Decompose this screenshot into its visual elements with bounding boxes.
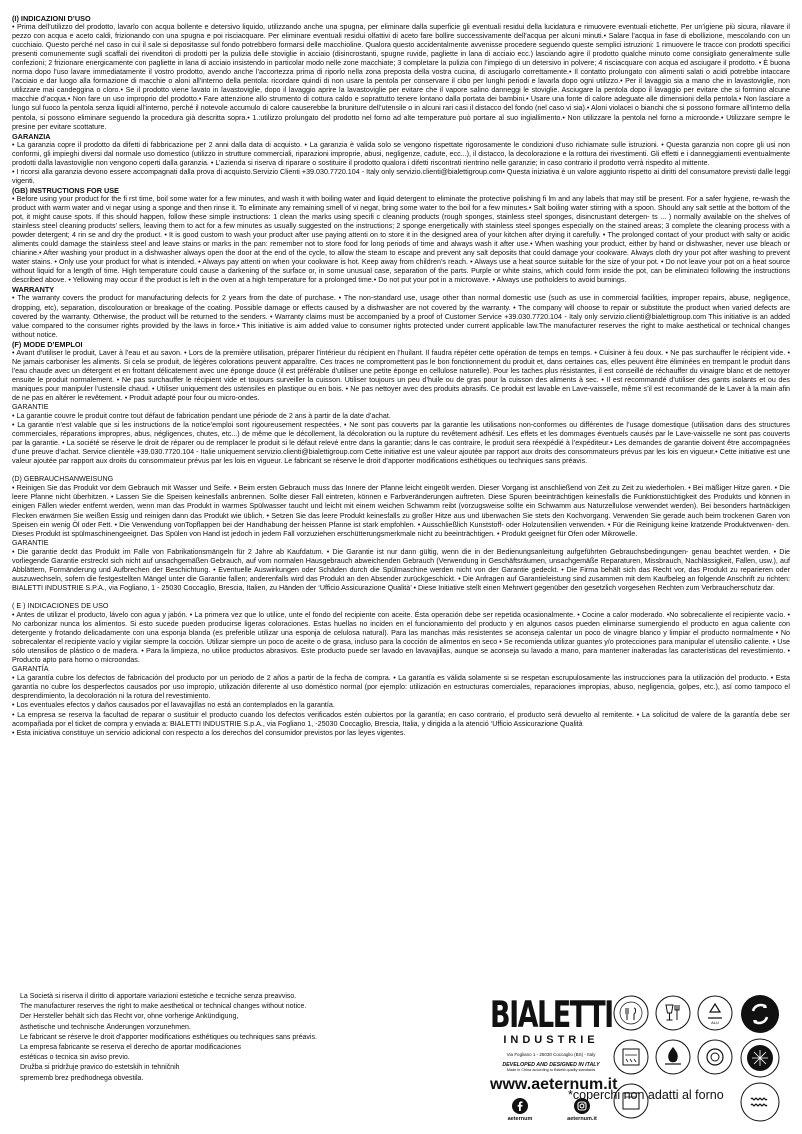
warranty-text: • La garantie couvre le produit contre tout défaut de fabrication pendant une période de 2 ans à partir de la date d’achat.	[12, 412, 391, 421]
website-link[interactable]: www.aeternum.it	[490, 1076, 618, 1093]
warranty-text: • The warranty covers the product for manufacturing defects for 2 years from the date of purchase. • The non-standard use, usage other than normal domestic use (such as use in commercial facilities, improper repairs, abuse, negligence, dropping, etc), separation, discolouration or breakage of the coating. Possible damage or effects caused by a dishwasher are not covered by the warranty. • The company will choose to repair or substitute the product when varied defects are covered by the warranty. Otherwise, the product will be returned to the senders. • Warranty claims must be accompanied by a proof of Customer Service +39.030.7720.104 - Italy only servizio.clienti@bialettigroup.com This initiative is an added value compared to the consumer rights provided by the laws in force.• This initiative is aim added value to consumer rights protected under current applicable law.The manufacturer reserves the right to make aesthetical or technical changes without notice.	[12, 294, 790, 339]
warranty-title-gb: WARRANTY	[12, 285, 55, 295]
induction-coil-icon	[740, 1082, 780, 1122]
instruction-sheet	[12, 14, 790, 738]
logo-subtitle: INDUSTRIE	[503, 1034, 599, 1046]
oven-lid-note: *coperchi non adatti al forno	[568, 1088, 724, 1102]
disclaimer-line: La empresa fabricante se reserva el derecho de aportar modificaciones	[20, 1044, 242, 1052]
section-title-de: (D) GEBRAUCHSANWEISUNG	[12, 475, 114, 484]
section-title-gb: (GB) INSTRUCTIONS FOR USE	[12, 185, 120, 195]
warranty-title-de: GARANTIE	[12, 538, 49, 547]
induction-icon	[740, 1038, 780, 1078]
section-body-de: • Reinigen Sie das Produkt vor dem Gebrauch mit Wasser und Seife. • Beim ersten Gebrauch muss das Innere der Pfanne leicht eingeölt werden. Dieser Vorgang ist anschließend von Zeit zu Zeit zu wiederholen. • Bei mäßiger Hitze garen. • Die leere Pfanne nicht überhitzen. • Lassen Sie die Speisen keinesfalls anbrennen. Sollte dieser Fall eintreten, können e Farbveränderungen auftreten. Diese Spuren beeinträchtigen keinesfalls die Funktionstüchtigkeit des Produkts und können in einigen Fällen wieder entfernt werden, wenn man das Produkt in warmes Spülwasser taucht und leicht mit einem weichen Schwamm reibt (vorzugsweise sollte ein Schwamm aus Naturzellulose verwendet werden). Bei besonders hartnäckigen Flecken erwärmen Sie weißen Essig und reinigen dann das Produkt wie üblich. • Setzen Sie das leere Produkt keinesfalls zu großer Hitze aus und überwachen Sie stets den Kochvorgang. Verwenden Sie gerade auch beim trockenen Garen von Speisen ein wenig Öl oder Fett. • Die Verwendung vonTopflappen bei der Handhabung der heissen Pfanne ist stark empfohlen. • Ausschließlich Kunststoff- oder Holzutensilien verwenden. • Für die Reinigung keine kratzende Produktverwen- den. Dieses Produkt ist spülmaschinengeeignet. Das Spülen von Hand ist jedoch in jedem Fall vorzuziehen erschütterungsmerkmale nicht zu beeinträchtigen. • Produkt geeignet für Ofen oder Mikrowelle.	[12, 484, 790, 538]
gas-icon	[654, 1038, 692, 1076]
section-title-es: ( E ) INDICACIONES DE USO	[12, 601, 109, 610]
warranty-text: • La garantía cubre los defectos de fabricación del producto por un periodo de 2 años a partir de la fecha de compra. • La garantía es válida solamente si se respetan escrupulosamente las instrucciones para la utilización del producto. • Esta garantía no cubre los desperfectos causados por uso impropio, utilización diferente al uso doméstico normal (por ejemplo: utilización en estructuras comerciales, reparaciones impropias, abuso, negligencia, golpes, etc.), así como tampoco el desprendimiento, la decoloración ni la rotura del revestimiento.	[12, 674, 790, 701]
disclaimer-line: Le fabricant se réserve le droit d’apporter modifications esthétiques ou techniques sans préavis.	[20, 1033, 317, 1041]
bialetti-logo: BIALETTI	[490, 994, 613, 1037]
warranty-title-fr: GARANTIE	[12, 403, 49, 412]
svg-text:ALU: ALU	[711, 1020, 719, 1025]
warranty-text: • Esta iniciativa constituye un servicio adicional con respecto a los derechos del consumidor previstos por las leyes vigentes.	[12, 728, 406, 737]
recycle-arrows-icon	[740, 994, 780, 1034]
disclaimer-line: La Società si riserva il diritto di apportare variazioni estetiche e tecniche senza preavviso.	[20, 993, 297, 1000]
recyclable-icon	[696, 994, 734, 1032]
warranty-text: • La garantie n’est valable que si les instructions de la notice’emploi sont rigoureusement respectées. • Ne sont pas couverts par la garantie les utilisations non-conformes ou différentes de l’usage domestique (utilisation dans des structures commerciales, réparations impropres, abus, négligences, chutes, etc...) de même que le décollement, la décoloration ou la rupture du revêtement adhésif. Les effets et les dommages éventuels causés par le Lave-vaisselle ne sont pas couverts par la garantie. • La société se réserve le droit de réparer ou de remplacer le produit si le défaut relevé entre dans la garantie; dans le cas contraire, le produit sera réexpédié à l’expéditeur.• Les demandes de garantie doivent être accompagnées d’une preuve d’achat. Service clientèle +39.030.7720.104 - Italie uniquement servizio.clienti@bialettigroup.com Cette initiative est une valeur ajoutée par rapport aux droits des consommateurs prévus par les lois en vigueur.• Cette initiative est une valeur ajoutée par rapport aux droits du consommateur prévus par les lois en vigueur. Le fabricant se réserve le droit d’apporter modifications esthétiques ou techniques sans préavis.	[12, 421, 790, 466]
food-contact-badge-icon	[612, 994, 650, 1032]
disclaimer-line: ästhetische und technische Änderungen vorzunehmen.	[20, 1023, 191, 1031]
developed-in-italy: DEVELOPED AND DESIGNED IN ITALY	[502, 1062, 600, 1068]
section-title-fr: (F) MODE D’EMPLOI	[12, 339, 83, 349]
section-title-it: (I) INDICAZIONI D’USO	[12, 14, 91, 23]
instagram-handle: aeternum.it	[567, 1116, 597, 1122]
disclaimers	[20, 992, 350, 1084]
section-body-gb: • Before using your product for the fi rst time, boil some water for a few minutes, and wash it with boiling water and liquid detergent to eliminate the protective polishing fi lm and any labels that may still be present. For a safer hygiene, re-wash the product with warm water and vi negar using a sponge and then rinse it. To eliminate any remaining smell of vi negar, bring some water to the boil for a few minutes.• Salt boiling water stirring with a spoon. Should any salt settle at the bottom of the pot, it might cause spots. If this should happen, follow these simple instructions: 1 clean the marks using specifi c cleaning products (rough sponges, stainless steel sponges, disincrustant detergen- ts ... ) normally available on the shelves of stainless steel cleaning products’ sellers, leaving them to act for a few minutes as usually suggested on the instructions; 2 sponge energetically with stainless steel sponges especially on the stained areas; 3 complete the cleaning process with a powder detergent; 4 rin se and dry the product. • It is good custom to wash your product after use paying attenti on to store it in the designed area of your kitchen after drying it carefully. • The prolonged contact of your product with salty or acidic aliments could damage the stainless steel and leave stains or marks in the pan: remember not to store food for long periods of time and always wash it after use.• When washing your product, either by hand or dishwasher, never use bleach or chiarine.• After washing your product in a dishwasher always open the door at the end of the cycle, to allow the steam to escape and prevent any salt deposits that could damage your cookware. Always cloth dry your pot after washing to prevent water stains. • Only use your product for what is intended. • Always pay attenti on when your cookware is hot. Keep away from children’s reach. • Always use a heat source suitable for the size of your pot. • Do not leave your pot on a heat source without liquid for a length of time. High temperature could cause a darkening of the surface or, in some unusual case, separation of the parts. Purple or white stains, which could form inside the pot, can be eliminateci following the instructions described above. • Yellowing may occur if the product is left in the oven at a high temperature for a prolonged time.• Do not put your pot in a microwave. • Always use potholders to avoid burnings.	[12, 194, 790, 285]
brand-block	[490, 992, 618, 1122]
warranty-text: • Die garantie deckt das Produkt im Falle von Fabrikationsmängeln für 2 Jahre ab Kaufdatum. • Die Garantie ist nur dann gültig, wenn die in der Bedienungsanleitung aufgeführten Gebrauchsbedingungen- genau beachtet werden. • Die vorliegende Garantie erstreckt sich nicht auf unsachgemäßen Gebrauch, auf vom normalen Hausgebrauch abweichenden Gebrauch (Verwendung in Geschäftsräumen, unsachgemäße Reparaturen, Missbrauch, Nachlässigkeit, Fallen, usw.), auf Abblättern, Formänderung und Aufbrechen der Beschichtung. • Eventuelle Auswirkungen oder Schäden durch die Spülmaschine werden nicht von der Garantie gedeckt. • Die Firma behält sich das Recht vor, das Produkt zu reparieren oder auszuwechseln, sofern die festgestellten Mängel unter die Garantie fallen; anderenfalls wird das Produkt an den Absender zurückgeschickt. • Die Anfragen auf Garantieleistung sind zusammen mit dem Kaufbeleg an folgende Anschrift zu richten: BIALETTI INDUSTRIE S.P.A., via Fogliano, 1 - 25030 Coccaglio, Brescia, Italien, zu Händen der ‘Ufficio Assicurazione Qualità’ • Diese Initiative stellt einen Mehrwert gegenüber den gesetzlich vorgesehen Rechten zum Verbraucherschutz dar.	[12, 547, 790, 592]
warranty-text: • La garanzia copre il prodotto da difetti di fabbricazione per 2 anni dalla data di acquisto. • La garanzia è valida solo se vengono rispettate rigorosamente le condizioni d’uso richiamate sulle istruzioni. • Questa garanzia non copre gli usi non conformi, gli impieghi diversi dal normale uso domestico (utilizzo in strutture commerciali, riparazioni improprie, abusi, negligenze, cadute, ecc...), il distacco, la decolorazione e la rottura dei rivestimenti. Gli effetti e i danneggiamenti eventualmente prodotti dalla lavastoviglie non vengono coperti dalla garanzia. • L’azienda si riserva di riparare o sostituire il prodotto qualora i difetti riscontrati rientrino nelle garanzie; in caso contrario il prodotto verrà rispedito al mittente.	[12, 140, 790, 167]
company-address: Via Fogliano 1 - 25030 Coccaglio (BS) - Italy	[506, 1052, 596, 1057]
section-body-fr: • Avant d’utiliser le produit, Laver à l’eau et au savon. • Lors de la première utilisation, préparer l’intérieur du récipient en l’huilant. Il faudra répéter cette opération de temps en temps. • Cuisiner à feu doux. • Ne pas surchauffer le récipient vide. • Ne jamais carboniser les aliments. Si cela se produit, de légères colorations peuvent apparaître. Ces traces ne compromettent pas le bon fonctionnement du produit et, dans certaines cas, elles peuvent être éliminées en trempant le produit dans l’eau chaude avec un détergent et en frottant délicatement avec une éponge douce (il est préférable d’utiliser une petite éponge en cellulose naturelle). Pour les taches plus résistantes, il est conseillé de réchauffer du vinaigre blanc et de nettoyer ensuite le produit normalement. • Ne pas surchauffer le récipient vide et toujours surveiller la cuisson. Utiliser toujours un peu d’huile ou de gras pour la cuisson des aliments à sec. • Il est recommandé d’utiliser des gants isolants et ou des maniques pour manipuler l’ustensile chaud. • Utiliser uniquement des ustensiles en plastique ou en bois. • Ne pas nettoyer avec des produits abrasifs. Ce produit est lavable en Lave-vaisselle, même s’il est recommandé de le Laver à la main afin de ne pas en altérer le revêtement. • Produit adapté pour four ou micro-ondes.	[12, 348, 790, 402]
warranty-text: • La empresa se reserva la facultad de reparar o sustituir el producto cuando los defectos verificados estén cubiertos por la garantía; en caso contrario, el producto será devuelto al remitente. • La solicitud de valere de la garantía debe ser acompañada por el ticket de compra y enviada a: BIALETTI INDUSTRIE S.p.A., via Fogliano 1, -25030 Coccaglio, Brescia, Italia, y dirigida a la atenció ‘Ufficio Assicurazione Qualità	[12, 710, 790, 728]
footer	[20, 992, 790, 1127]
section-body-it: • Prima dell’utilizzo del prodotto, lavarlo con acqua bollente e detersivo liquido, utilizzando anche una spugna, per eliminare dalla superficie gli eventuali residui della lucidatura e rimuovere eventuali etichette. Per un’igiene più sicura, rilavare il pezzo con acqua e aceto caldi, frizionando con una spugna e poi risciacquare. Per eliminare eventuali residui olfattivi di aceto fare bollire successivamente dell’acqua per alcuni minuti.• Salare l’acqua in fase di ebollizione, mescolando con un cucchiaio. Questo perché nel caso in cui il sale si depositasse sul fondo potrebbero formarsi delle macchioline. Qualora questo accidentalmente avvenisse procedere seguendo queste semplici istruzioni: 1 rimuovere le tracce con prodotti specifici presenti comunemente sugli scaffali dei rivenditori di prodotti per la pulizia delle stoviglie in acciaio (disincrostanti, spugne ruvide, pagliette in lana di acciaio ecc.) lasciando agire il prodotto qualche minuto come consigliato generalmente sulle confezioni; 2 frizionare energicamente con pagliette in lana di acciaio insistendo in particolar modo nelle zone macchiate; 3 completare la pulizia con l’impiego di un detersivo in polvere; 4 risciacquare con acqua ed asciugare il prodotto. • È buona norma dopo l’uso lavare immediatamente il vostro prodotto, avendo anche l’accortezza prima di riporlo nella zona preposta della vostra cucina, di asciugarlo correttamente.• Il contatto prolungato con alimenti salati o acidi potrebbe intaccare l’acciaio e dar luogo alla formazione di macchie o aloni all’interno della pentola: ricordare quindi di non usare la pentola per conservare il cibo per lunghi periodi e lavarla dopo ogni utilizzo.• Per il lavaggio sia a mano che in lavastoviglie, non utilizzare mai candeggina o cloro.• Se il prodotto viene lavato in lavastoviglie, dopo il lavaggio aprire la lavastoviglie per evitare che il vapore salino danneggi le stoviglie. Asciugare la pentola dopo il lavaggio per evitare che si formino alcune macchie d’acqua.• Non fare un uso improprio del prodotto.• Fare attenzione allo strumento di cottura caldo e soprattutto tenere lontano dalla portata dei bambini.• Usare una fonte di calore adeguate alle dimensioni della pentola.• Non lasciare a lungo sul fuoco la pentola senza liquidi all’interno, perché il notevole accumulo di calore causerebbe la bruniture dell’utensile o in alcuni rari casi il distacco del fondo (nel caso vi sia).• Aloni violacei o bianchi che si possono formare all’interno della pentola, si possono eliminare seguendo la procedura già descritta sopra.• 1.:utilizzo prolungato del prodotto nel forno ad alte temperature può portare al suo ingiallimento.• Non utilizzare la pentola nel forno a microonde.• Utilizzare sempre le presine per evitare scottature.	[12, 23, 790, 131]
warranty-title-es: GARANTÍA	[12, 665, 49, 674]
facebook-icon	[512, 1098, 528, 1114]
dishwasher-icon	[612, 1038, 650, 1076]
disclaimer-line: sprememb brez predhodnega obvestila.	[20, 1074, 144, 1082]
glass-fork-icon	[654, 994, 692, 1032]
disclaimer-line: The manufacturer reserves the right to make aesthetical or technical changes without notice.	[20, 1003, 307, 1011]
facebook-handle: aeternum	[507, 1116, 533, 1122]
made-in-note: Made in China according to Bialetti quality standards	[506, 1068, 596, 1072]
warranty-title-it: GARANZIA	[12, 131, 51, 141]
electric-icon	[696, 1038, 734, 1076]
disclaimer-line: Der Hersteller behält sich das Recht vor, ohne vorherige Ankündigung,	[20, 1013, 239, 1021]
warranty-text: • Los eventuales efectos y daños causados por el lavavajillas no está an contemplados en la garantía.	[12, 701, 335, 710]
warranty-text: • I ricorsi alla garanzia devono essere accompagnati dalla prova di acquisto.Servizio Clienti +39.030.7720.104 - Italy only servizio.clienti@bialettigroup.com• Questa iniziativa è un valore aggiunto rispetto ai diritti del consumatore previsti dalle leggi vigenti.	[12, 167, 790, 185]
disclaimer-line: Družba si pridržuje pravico do estetskih in tehničnih	[20, 1064, 180, 1072]
disclaimer-line: estéticas o tecnica sin aviso previo.	[20, 1054, 130, 1062]
facebook-link[interactable]	[494, 1098, 546, 1122]
certification-symbols	[612, 994, 792, 1124]
section-body-es: • Antes de utilizar el producto, lávelo con agua y jabón. • La primera vez que lo utilice, unte el fondo del recipiente con aceite. Ésta operación debe ser repetida ocasionalmente. • Cocine a calor moderado. •No sobrecaliente el recipiente vacío. • No carbonizar nunca los alimentos. Si esto sucede pueden producirse ligeras coloraciones. Estas huellas no inciden en el funcionamiento del producto y en algunos casos pueden eliminarse sumergiendo el producto en agua caliente con detergente y frotando delicadamente con una esponja blanda (es preferible utilizar una esponja de celulosa natural). Para las manchas más resistentes se aconseja calentar un poco de vinagre blanco y limpiar el producto normalmente • No sobrecalentar el recipiente vacío y vigilar siempre la cocción. Utilizar siempre un poco de aceite o de grasa, incluso para la cocción de alimentos en seco • Se recomienda utilizar guantes y/o protecciones para manipular el utensilio caliente. • Use sólo utensilios de plástico o de madera. • Para la limpieza, no utilice productos abrasivos. Este producto puede ser lavado en lavavajillas, aunque se aconseja su lavado a mano, para mantener inalteradas las características del revestimiento. • Producto apto para horno o microondas.	[12, 611, 790, 665]
